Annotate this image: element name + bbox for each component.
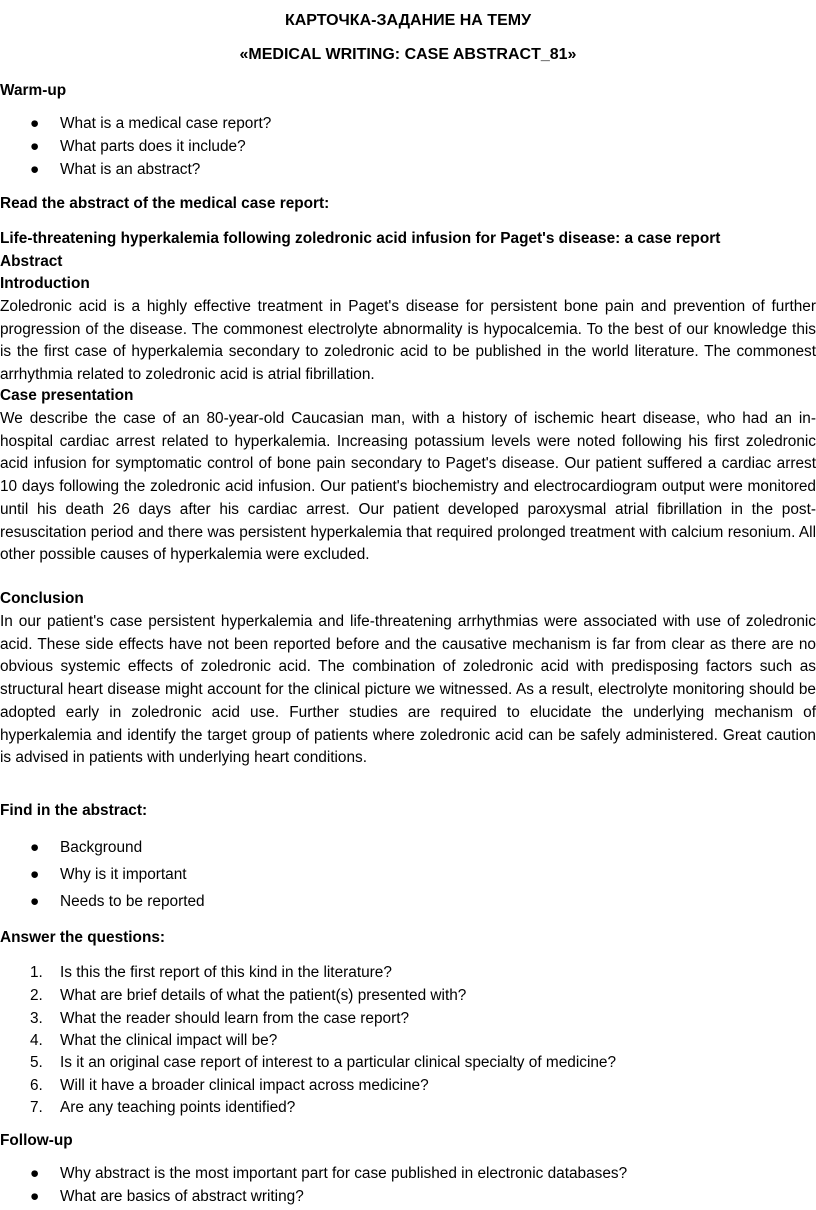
read-heading: Read the abstract of the medical case report: <box>0 195 330 212</box>
find-heading: Find in the abstract: <box>0 802 148 819</box>
bullet-icon: ● <box>30 1165 40 1182</box>
conclusion-text: In our patient's case persistent hyperkalemia and life-threatening arrhythmias were associated with use of zoledronic acid. These side effects have not been reported before and the causative mechanism is far from clear as there are no obvious systemic effects of zoledronic acid. The combination of zoledronic acid with predisposing factors such as structural heart disease might account for the clinical picture we witnessed. As a result, electrolyte monitoring should be adopted early in zoledronic acid use. Further studies are required to elucidate the underlying mechanism of hyperkalemia and identify the target group of patients where zoledronic acid can be safely administered. Great caution is advised in patients with underlying heart conditions. <box>0 613 816 767</box>
title-line-2: «MEDICAL WRITING: CASE ABSTRACT_81» <box>239 46 577 63</box>
bullet-icon: ● <box>30 893 40 910</box>
bullet-icon: ● <box>30 839 40 856</box>
case-presentation-text: We describe the case of an 80-year-old Caucasian man, with a history of ischemic heart disease, who had an in-hospital cardiac arrest related to hyperkalemia. Increasing potassium levels were noted following his first zoledronic acid infusion for symptomatic control of bone pain secondary to Paget's disease. Our patient suffered a cardiac arrest 10 days following the zoledronic acid infusion. Our patient's biochemistry and electrocardiogram output were monitored until his death 26 days after his cardiac arrest. Our patient developed paroxysmal atrial fibrillation in the post-resuscitation period and there was persistent hyperkalemia that required prolonged treatment with calcium resonium. All other possible causes of hyperkalemia were excluded. <box>0 410 816 564</box>
bullet-icon: ● <box>30 115 40 132</box>
introduction-heading: Introduction <box>0 275 90 292</box>
conclusion-heading: Conclusion <box>0 590 84 607</box>
bullet-icon: ● <box>30 161 40 178</box>
followup-heading: Follow-up <box>0 1132 73 1149</box>
questions-heading: Answer the questions: <box>0 929 166 946</box>
worksheet-page: КАРТОЧКА-ЗАДАНИЕ НА ТЕМУ «MEDICAL WRITING: CASE ABSTRACT_81» Warm-up ● What is a medical case report? ● What parts does it include? ● What is an abstract? Read the abstract of the medical case report: Life-threatening hyperkalemia following zoledronic acid infusion for Paget's disease: a case report Abstract Introduction Zoledronic acid is a highly effective treatment in Paget's disease for persistent bone pain and prevention of further progression of the disease. The commonest electrolyte abnormality is hypocalcemia. To the best of our knowledge this is the first case of hyperkalemia secondary to zoledronic acid to be published in the world literature. The commonest arrhythmia related to zoledronic acid is atrial fibrillation. Case presentation We describe the case of an 80-year-old Caucasian man, with a history of ischemic heart disease, who had an in-hospital cardiac arrest related to hyperkalemia. Increasing potassium levels were noted following his first zoledronic acid infusion for symptomatic control of bone pain secondary to Paget's disease. Our patient suffered a cardiac arrest 10 days following the zoledronic acid infusion. Our patient's biochemistry and electrocardiogram output were monitored until his death 26 days after his cardiac arrest. Our patient developed paroxysmal atrial fibrillation in the post-resuscitation period and there was persistent hyperkalemia that required prolonged treatment with calcium resonium. All other possible causes of hyperkalemia were excluded. Conclusion In our patient's case persistent hyperkalemia and life-threatening arrhythmias were associated with use of zoledronic acid. These side effects have not been reported before and the causative mechanism is far from clear as there are no obvious systemic effects of zoledronic acid. The combination of zoledronic acid with predisposing factors such as structural heart disease might account for the clinical picture we witnessed. As a result, electrolyte monitoring should be adopted early in zoledronic acid use. Further studies are required to elucidate the underlying mechanism of hyperkalemia and identify the target group of patients where zoledronic acid can be safely administered. Great caution is advised in patients with underlying heart conditions. Find in the abstract: ● Background ● Why is it important ● Needs to be reported Answer the questions: 1. Is this the first report of this kind in the literature? 2. What are brief details of what the patient(s) presented with? 3. What the reader should learn from the case report? 4. What the clinical impact will be? 5. Is it an original case report of interest to a particular clinical specialty of medicine? 6. Will it have a broader clinical impact across medicine? 7. Are any teaching points identified? Follow-up ● Why abstract is the most important part for case published in electronic databases? ● What are basics of abstract writing? <box>0 12 816 1205</box>
bullet-icon: ● <box>30 1188 40 1205</box>
case-presentation-heading: Case presentation <box>0 387 134 404</box>
bullet-icon: ● <box>30 866 40 883</box>
warmup-heading: Warm-up <box>0 82 67 99</box>
title-line-1: КАРТОЧКА-ЗАДАНИЕ НА ТЕМУ <box>284 12 532 29</box>
introduction-text: Zoledronic acid is a highly effective treatment in Paget's disease for persistent bone pain and prevention of further progression of the disease. The commonest electrolyte abnormality is hypocalcemia. To the best of our knowledge this is the first case of hyperkalemia secondary to zoledronic acid to be published in the world literature. The commonest arrhythmia related to zoledronic acid is atrial fibrillation. <box>0 298 816 384</box>
abstract-heading: Abstract <box>0 253 63 270</box>
article-title: Life-threatening hyperkalemia following zoledronic acid infusion for Paget's disease: a case report <box>0 230 721 247</box>
bullet-icon: ● <box>30 138 40 155</box>
